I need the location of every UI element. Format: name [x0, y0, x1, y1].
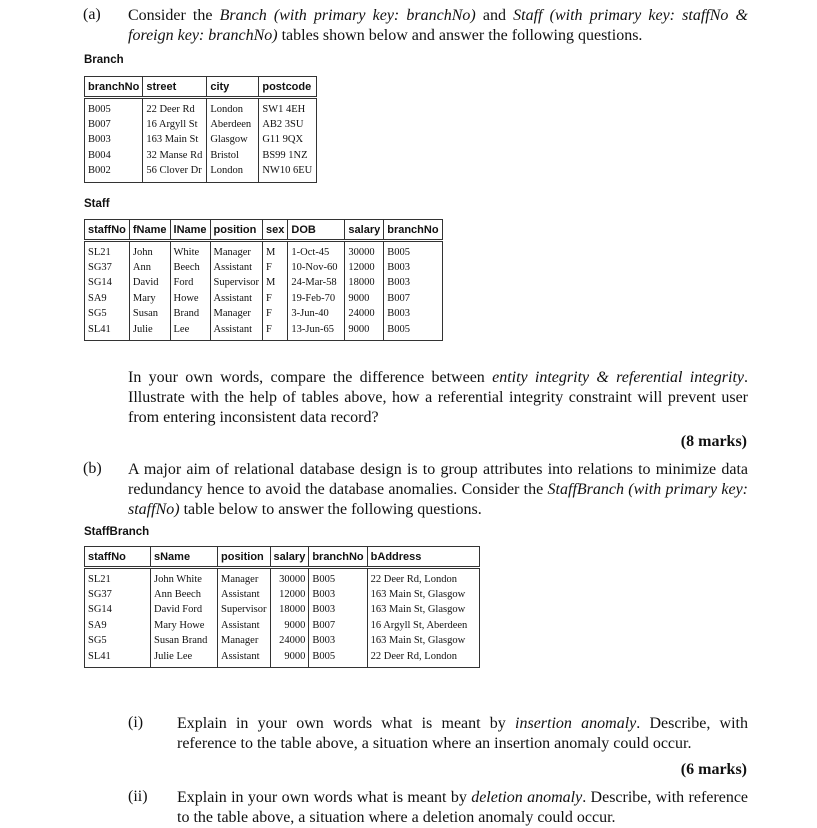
- table-row: B007 16 Argyll St Aberdeen AB2 3SU: [85, 117, 317, 133]
- branch-col-city: city: [207, 77, 259, 98]
- staff-table-caption: Staff: [84, 198, 110, 210]
- staff-col-fname: fName: [129, 220, 170, 241]
- staff-col-sex: sex: [263, 220, 288, 241]
- table-row: SA9 Mary Howe Assistant F 19-Feb-70 9000 B007: [85, 291, 443, 307]
- staff-col-dob: DOB: [288, 220, 345, 241]
- staff-col-branchno: branchNo: [384, 220, 442, 241]
- branch-table-caption: Branch: [84, 54, 124, 66]
- part-a-intro: Consider the Branch (with primary key: branchNo) and Staff (with primary key: staffNo & foreign key: branchNo) tables shown below and answer the following questions.: [128, 7, 748, 44]
- staffbranch-col-salary: salary: [270, 547, 309, 568]
- staff-col-salary: salary: [345, 220, 384, 241]
- staffbranch-col-sname: sName: [151, 547, 218, 568]
- table-row: SG37 Ann Beech Assistant F 10-Nov-60 12000 B003: [85, 260, 443, 276]
- staffbranch-col-staffno: staffNo: [85, 547, 151, 568]
- part-b-intro: A major aim of relational database design is to group attributes into relations to minimize data redundancy hence to avoid the database anomalies. Consider the StaffBranch (with primary key: staffNo) table below to answer the following questions.: [128, 461, 748, 518]
- sub-i-label: (i): [128, 714, 144, 731]
- table-row: SG14 David Ford Supervisor 18000 B003 163 Main St, Glasgow: [85, 602, 480, 618]
- staffbranch-col-position: position: [218, 547, 271, 568]
- branch-header-row: [85, 77, 317, 98]
- branch-col-street: street: [143, 77, 207, 98]
- table-row: SG14 David Ford Supervisor M 24-Mar-58 18000 B003: [85, 275, 443, 291]
- table-row: B002 56 Clover Dr London NW10 6EU: [85, 163, 317, 182]
- table-row: SL41 Julie Lee Assistant F 13-Jun-65 9000 B005: [85, 322, 443, 341]
- sub-i-text: Explain in your own words what is meant by insertion anomaly. Describe, with reference to the table above, a situation where an insertion anomaly could occur.: [177, 715, 748, 752]
- sub-i-marks: (6 marks): [680, 761, 747, 778]
- table-row: SG37 Ann Beech Assistant 12000 B003 163 Main St, Glasgow: [85, 587, 480, 603]
- branch-table: [84, 76, 317, 183]
- branch-col-postcode: postcode: [259, 77, 317, 98]
- table-row: SG5 Susan Brand Manager F 3-Jun-40 24000 B003: [85, 306, 443, 322]
- table-row: SL21 John White Manager 30000 B005 22 Deer Rd, London: [85, 568, 480, 587]
- staff-col-position: position: [210, 220, 263, 241]
- staffbranch-table-caption: StaffBranch: [84, 526, 150, 538]
- staffbranch-col-branchno: branchNo: [309, 547, 367, 568]
- sub-ii-text: Explain in your own words what is meant by deletion anomaly. Describe, with reference to the table above, a situation where a deletion anomaly could occur.: [177, 789, 749, 826]
- staffbranch-table: [84, 546, 480, 668]
- table-row: SG5 Susan Brand Manager 24000 B003 163 Main St, Glasgow: [85, 633, 480, 649]
- table-row: SL21 John White Manager M 1-Oct-45 30000 B005: [85, 241, 443, 260]
- staff-col-staffno: staffNo: [85, 220, 130, 241]
- table-row: B005 22 Deer Rd London SW1 4EH: [85, 98, 317, 117]
- table-row: B003 163 Main St Glasgow G11 9QX: [85, 132, 317, 148]
- staff-header-row: [85, 220, 443, 241]
- staffbranch-header-row: [85, 547, 480, 568]
- question-a-text: In your own words, compare the difference between entity integrity & referential integrity. Illustrate with the help of tables above, how a referential integrity constraint will prevent user from entering inconsistent data record?: [128, 369, 748, 426]
- sub-ii-label: (ii): [128, 788, 148, 805]
- table-row: SL41 Julie Lee Assistant 9000 B005 22 Deer Rd, London: [85, 649, 480, 668]
- table-row: B004 32 Manse Rd Bristol BS99 1NZ: [85, 148, 317, 164]
- staff-col-lname: lName: [170, 220, 210, 241]
- staff-table: [84, 219, 443, 341]
- table-row: SA9 Mary Howe Assistant 9000 B007 16 Argyll St, Aberdeen: [85, 618, 480, 634]
- part-b-label: (b): [83, 460, 102, 477]
- branch-col-branchno: branchNo: [85, 77, 143, 98]
- staffbranch-col-baddress: bAddress: [367, 547, 479, 568]
- part-a-label: (a): [83, 6, 101, 23]
- question-a-marks: (8 marks): [680, 433, 747, 450]
